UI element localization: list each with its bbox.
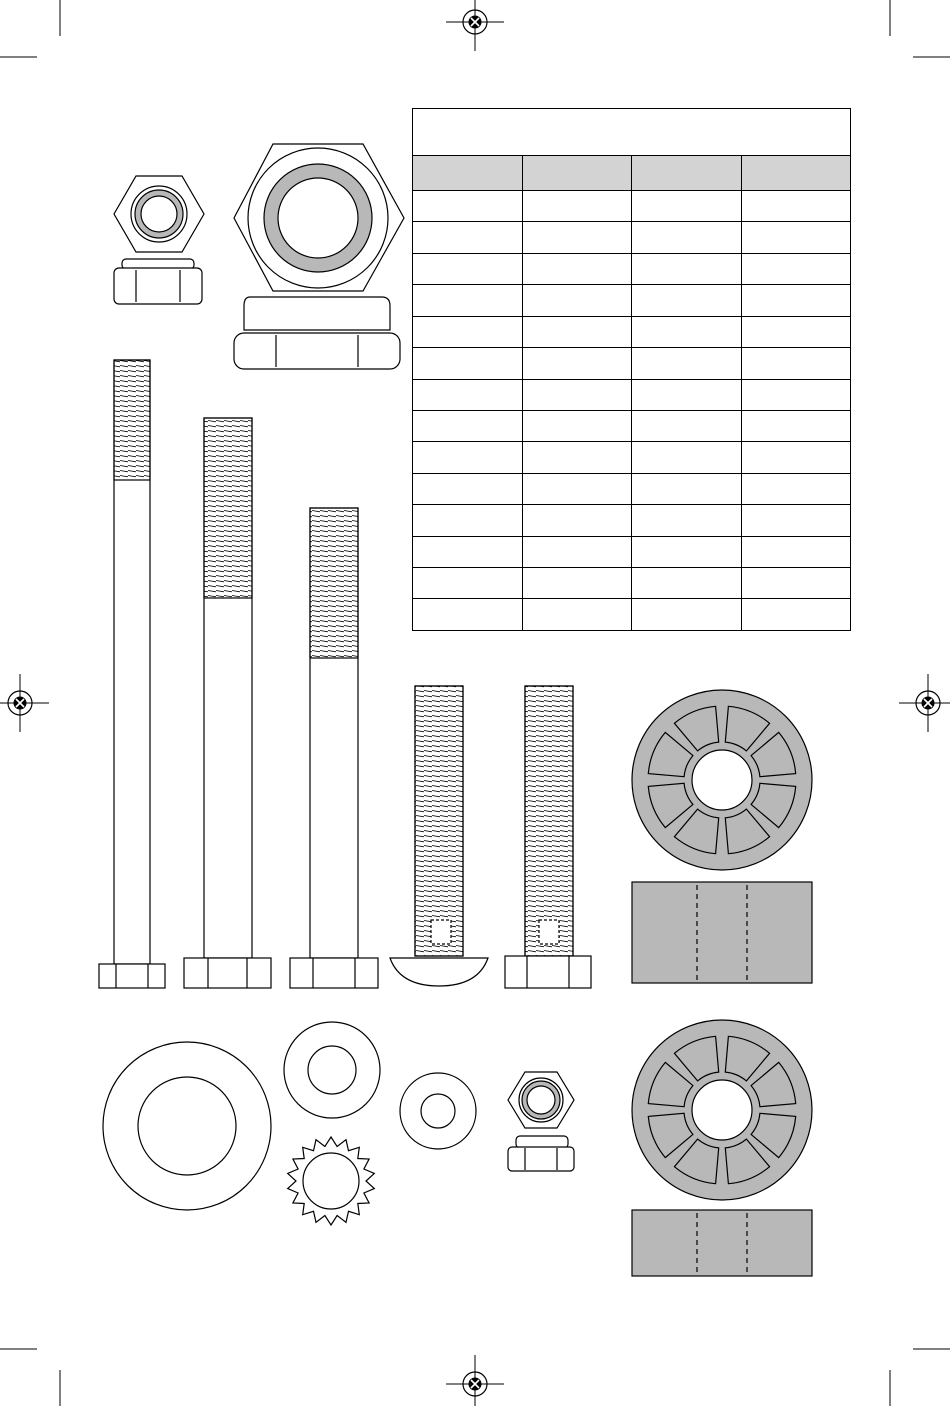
table-row (413, 253, 851, 284)
table-row (413, 536, 851, 567)
registration-mark-icon (899, 674, 950, 732)
table-cell (632, 410, 742, 441)
table-cell (741, 379, 851, 410)
table-cell (632, 316, 742, 347)
table-cell (632, 536, 742, 567)
table-row (413, 599, 851, 631)
short-hex-bolt-icon (290, 508, 378, 988)
table-cell (632, 473, 742, 504)
table-cell (413, 599, 523, 631)
table-cell (741, 505, 851, 536)
table-cell (413, 473, 523, 504)
table-cell (741, 536, 851, 567)
registration-mark-icon (446, 1355, 504, 1406)
table-cell (741, 191, 851, 222)
medium-flat-washer-icon (284, 1022, 380, 1118)
table-cell (413, 379, 523, 410)
table-row (413, 379, 851, 410)
table-cell (522, 505, 632, 536)
table-cell (522, 410, 632, 441)
table-cell (741, 316, 851, 347)
column-header (522, 156, 632, 191)
table-cell (741, 285, 851, 316)
table-cell (632, 442, 742, 473)
table-title (413, 109, 851, 156)
table-row (413, 505, 851, 536)
table-row (413, 473, 851, 504)
table-cell (522, 379, 632, 410)
column-header (632, 156, 742, 191)
table-cell (522, 348, 632, 379)
table-row (413, 285, 851, 316)
table-row (413, 316, 851, 347)
small-lock-nut-icon (114, 176, 204, 304)
lock-nut-icon (508, 1072, 574, 1171)
table-cell (632, 222, 742, 253)
parts-table (412, 108, 851, 631)
table-cell (741, 348, 851, 379)
large-lock-nut-icon (234, 144, 404, 369)
table-cell (741, 568, 851, 599)
table-cell (413, 410, 523, 441)
table-cell (413, 568, 523, 599)
table-cell (741, 253, 851, 284)
table-cell (741, 410, 851, 441)
table-title-row (413, 109, 851, 156)
table-cell (413, 191, 523, 222)
table-cell (632, 191, 742, 222)
star-lock-washer-icon (288, 1137, 375, 1225)
table-cell (632, 379, 742, 410)
table-cell (522, 191, 632, 222)
hex-head-screw-icon (505, 686, 591, 988)
table-cell (632, 348, 742, 379)
table-row (413, 442, 851, 473)
table-cell (522, 442, 632, 473)
table-cell (632, 599, 742, 631)
table-row (413, 191, 851, 222)
table-cell (522, 568, 632, 599)
large-flat-washer-icon (103, 1042, 271, 1210)
medium-hex-bolt-icon (184, 418, 271, 988)
table-cell (632, 253, 742, 284)
table-cell (741, 599, 851, 631)
table-cell (741, 473, 851, 504)
table-cell (522, 536, 632, 567)
table-header-row (413, 156, 851, 191)
registration-mark-icon (0, 674, 49, 732)
table-row (413, 348, 851, 379)
table-cell (522, 285, 632, 316)
table-cell (413, 285, 523, 316)
table-cell (413, 505, 523, 536)
table-cell (413, 316, 523, 347)
table-cell (522, 599, 632, 631)
table-row (413, 568, 851, 599)
long-hex-bolt-icon (99, 360, 165, 988)
wheel-icon (632, 690, 812, 983)
table-row (413, 222, 851, 253)
table-cell (522, 253, 632, 284)
table-cell (741, 442, 851, 473)
table-row (413, 410, 851, 441)
table-cell (413, 536, 523, 567)
table-cell (522, 222, 632, 253)
small-flat-washer-icon (400, 1073, 476, 1149)
table-cell (522, 473, 632, 504)
wheel-icon (632, 1020, 812, 1276)
column-header (413, 156, 523, 191)
table-cell (413, 348, 523, 379)
table-cell (522, 316, 632, 347)
table-cell (741, 222, 851, 253)
table-cell (413, 253, 523, 284)
table-cell (413, 222, 523, 253)
table-cell (632, 568, 742, 599)
table-cell (632, 285, 742, 316)
table-cell (413, 442, 523, 473)
table-cell (632, 505, 742, 536)
carriage-bolt-icon (390, 686, 488, 986)
column-header (741, 156, 851, 191)
registration-mark-icon (446, 0, 504, 51)
